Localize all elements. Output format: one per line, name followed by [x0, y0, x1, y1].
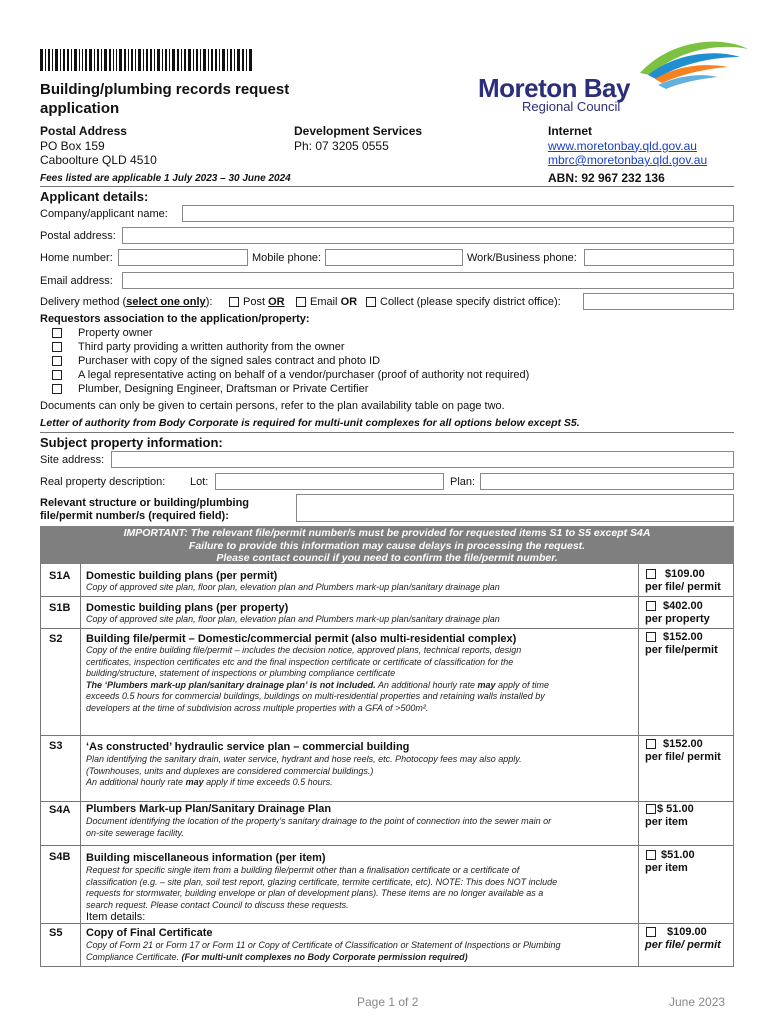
item-price-unit: per property: [645, 613, 710, 625]
item-desc-text: Compliance Certificate.: [86, 951, 182, 962]
item-title: Domestic building plans (per permit): [86, 570, 278, 582]
dev-services-block: [294, 124, 422, 153]
item-price-amount: $402.00: [663, 600, 703, 612]
internet-heading: Internet: [548, 124, 593, 138]
table-row-divider: [40, 735, 734, 736]
requestor-option-1: Third party providing a written authority from the owner: [78, 341, 345, 353]
table-row-divider: [40, 596, 734, 597]
table-row-divider: [40, 628, 734, 629]
email-link[interactable]: mbrc@moretonbay.qld.gov.au: [548, 153, 708, 167]
post-label: Post: [243, 296, 266, 308]
important-banner: [40, 526, 734, 564]
council-logo: [470, 35, 755, 115]
item-desc: [86, 614, 634, 626]
item-desc-bold: (For multi-unit complexes no Body Corporate permission required): [181, 951, 468, 962]
logo-sub-text: Regional Council: [522, 99, 621, 114]
item-desc-line: Copy of the entire building file/permit – includes the decision notice, approved plans, technical reports, design: [86, 645, 522, 655]
item-price: [645, 803, 694, 829]
company-label: Company/applicant name:: [40, 208, 168, 220]
requestor-option-2: Purchaser with copy of the signed sales contract and photo ID: [78, 355, 381, 367]
requestor-checkbox-2[interactable]: [52, 356, 62, 366]
item-code: S5: [49, 927, 63, 939]
postal-line-2: Caboolture QLD 4510: [40, 153, 157, 167]
table-col-divider: [733, 564, 734, 966]
item-title: Building miscellaneous information (per item): [86, 852, 326, 864]
footer-date: June 2023: [669, 995, 726, 1009]
page-title: [40, 80, 289, 118]
item-price-unit: per file/permit: [645, 644, 718, 656]
item-desc-bold: The ‘Plumbers mark-up plan/sanitary drainage plan’ is not included.: [86, 679, 376, 690]
item-desc-line: Copy of approved site plan, floor plan, elevation plan and Plumbers mark-up plan/sanitary drainage plan: [86, 582, 500, 592]
rpd-label: Real property description:: [40, 476, 166, 488]
item-desc: [86, 754, 634, 789]
item-desc-line: Copy of approved site plan, floor plan, elevation plan and Plumbers mark-up plan/sanitary drainage plan: [86, 614, 500, 624]
requestors-heading: Requestors association to the application/property:: [40, 313, 310, 325]
table-col-divider: [80, 564, 81, 966]
item-desc-line: requests for stormwater, building envelope or plan of development plans). These items are no longer available as a: [86, 888, 544, 898]
dev-heading: Development Services: [294, 124, 423, 138]
item-desc-line: (Townhouses, units and duplexes are considered commercial buildings.): [86, 765, 374, 776]
logo-main-text: Moreton Bay: [478, 73, 630, 103]
email-input[interactable]: [122, 272, 734, 289]
work-phone-input[interactable]: [584, 249, 734, 266]
email-option: [310, 296, 357, 308]
site-address-input[interactable]: [111, 451, 734, 468]
delivery-select-text: select one only: [126, 296, 206, 308]
title-line-1: Building/plumbing records request: [40, 81, 290, 98]
item-details-label: Item details:: [86, 911, 146, 923]
item-desc-text: An additional hourly rate: [375, 679, 478, 690]
item-price: [645, 568, 721, 594]
or-2: OR: [340, 296, 358, 308]
email-checkbox[interactable]: [296, 297, 306, 307]
relevant-line-1: Relevant structure or building/plumbing: [40, 497, 250, 509]
item-price-amount: $152.00: [663, 738, 703, 750]
body-corp-note: Letter of authority from Body Corporate is required for multi-unit complexes for all options below except S5.: [40, 417, 580, 429]
relevant-label: [40, 497, 249, 523]
site-label: Site address:: [40, 454, 105, 466]
item-desc: [86, 816, 634, 839]
item-desc-line: Document identifying the location of the property’s sanitary drainage to the point of connection into the sewer main or: [86, 816, 552, 826]
item-desc-may: may: [477, 679, 496, 690]
item-price-unit: per file/ permit: [645, 751, 721, 763]
email-label: Email address:: [40, 275, 113, 287]
item-desc: [86, 865, 634, 911]
item-price-unit: per item: [645, 816, 688, 828]
collect-checkbox[interactable]: [366, 297, 376, 307]
subject-heading: Subject property information:: [40, 435, 223, 450]
item-title: Building file/permit – Domestic/commercial permit (also multi-residential complex): [86, 633, 517, 645]
documents-note: Documents can only be given to certain persons, refer to the plan availability table on page two.: [40, 400, 505, 412]
home-label: Home number:: [40, 252, 113, 264]
item-code: S1B: [49, 602, 71, 614]
item-desc: [86, 645, 634, 714]
item-code: S4A: [49, 804, 71, 816]
postal-address-block: [40, 124, 157, 168]
mobile-label: Mobile phone:: [252, 252, 322, 264]
table-col-divider: [638, 564, 639, 966]
barcode: [40, 49, 340, 73]
item-desc-line: Copy of Form 21 or Form 17 or Form 11 or Copy of Certificate of Classification or Statement of Inspections or Plumbing: [86, 940, 561, 950]
plan-label: Plan:: [450, 476, 476, 488]
internet-block: [548, 124, 707, 168]
page-number: Page 1 of 2: [357, 995, 419, 1009]
item-title: Plumbers Mark-up Plan/Sanitary Drainage Plan: [86, 803, 332, 815]
postal-label: Postal address:: [40, 230, 116, 242]
dev-phone: Ph: 07 3205 0555: [294, 138, 389, 153]
lot-input[interactable]: [215, 473, 444, 490]
item-price-amount: $ 51.00: [657, 803, 694, 815]
or-1: OR: [268, 296, 285, 308]
item-code: S4B: [49, 851, 71, 863]
item-price: [645, 600, 710, 626]
table-row-divider: [40, 845, 734, 846]
item-desc: [86, 582, 634, 594]
item-price: [645, 849, 695, 875]
item-price-amount: $109.00: [665, 568, 705, 580]
item-desc: [86, 940, 634, 963]
applicant-heading: Applicant details:: [40, 189, 149, 204]
divider: [40, 186, 734, 187]
item-price-amount: $152.00: [663, 631, 703, 643]
item-code: S3: [49, 740, 63, 752]
post-option: [243, 296, 285, 308]
delivery-prefix: Delivery method (: [40, 296, 127, 308]
table-row-divider: [40, 923, 734, 924]
item-price: [645, 926, 721, 952]
item-price-unit: per file/ permit: [645, 581, 721, 593]
home-number-input[interactable]: [118, 249, 248, 266]
requestor-option-3: A legal representative acting on behalf of a vendor/purchaser (proof of authority not required): [78, 369, 530, 381]
item-desc-line: building/structure, statement of inspections or plumbing compliance certificate: [86, 668, 396, 678]
requestor-option-4: Plumber, Designing Engineer, Draftsman or Private Certifier: [78, 383, 369, 395]
requestor-checkbox-1[interactable]: [52, 342, 62, 352]
item-desc-line: Request for specific single item from a building file/permit other than a finalisation certificate or a certificate of: [86, 865, 520, 875]
item-price-unit: per item: [645, 862, 688, 874]
item-desc-line: classification (e.g. – site plan, soil test report, glazing certificate, termite certificate, etc). NOTE: This does NOT include: [86, 876, 558, 887]
mobile-phone-input[interactable]: [325, 249, 463, 266]
requestor-checkbox-4[interactable]: [52, 384, 62, 394]
item-desc-line: on-site sewerage facility.: [86, 827, 184, 838]
banner-line-2: Failure to provide this information may cause delays in processing the request.: [188, 539, 586, 552]
permit-number-input[interactable]: [296, 494, 734, 522]
item-price-unit: per file/ permit: [645, 939, 721, 951]
lot-label: Lot:: [190, 476, 209, 488]
collect-label: Collect (please specify district office):: [380, 296, 561, 308]
post-checkbox[interactable]: [229, 297, 239, 307]
item-desc-line: exceeds 0.5 hours for commercial buildings, buildings on multi-residential properties and retaining walls installed by: [86, 691, 545, 701]
item-desc-line: Plan identifying the sanitary drain, water service, hydrant and hose reels, etc. Photocopy fees may also apply.: [86, 754, 522, 764]
item-price: [645, 738, 721, 764]
item-title: Domestic building plans (per property): [86, 602, 289, 614]
item-desc-may: may: [185, 777, 204, 787]
item-desc-text: apply if time exceeds 0.5 hours.: [203, 777, 333, 787]
postal-line-1: PO Box 159: [40, 138, 105, 153]
delivery-method-label: [40, 296, 212, 308]
item-desc-line: search request. Please contact Council to discuss these requests.: [86, 899, 349, 910]
relevant-line-2: file/permit number/s (required field):: [40, 510, 229, 522]
divider-2: [40, 432, 734, 433]
title-line-2: application: [40, 100, 120, 117]
item-desc-line: certificates, inspection certificates etc and the final inspection certificate or certificate of classification for the: [86, 656, 514, 667]
banner-line-3: Please contact council if you need to confirm the file/permit number.: [216, 552, 558, 564]
requestor-checkbox-0[interactable]: [52, 328, 62, 338]
requestor-checkbox-3[interactable]: [52, 370, 62, 380]
fees-note: Fees listed are applicable 1 July 2023 – 30 June 2024: [40, 173, 291, 184]
work-label: Work/Business phone:: [467, 252, 577, 264]
item-desc-text: apply of time: [495, 679, 550, 690]
website-link[interactable]: www.moretonbay.qld.gov.au: [548, 138, 697, 153]
email-option-label: Email: [310, 296, 338, 308]
plan-input[interactable]: [480, 473, 734, 490]
item-title: ‘As constructed’ hydraulic service plan – commercial building: [86, 741, 410, 753]
requestor-option-0: Property owner: [78, 327, 153, 339]
item-price: [645, 631, 718, 657]
delivery-suffix: ):: [205, 296, 213, 308]
item-code: S1A: [49, 570, 71, 582]
item-desc-text: An additional hourly rate: [86, 777, 186, 787]
item-price-amount: $109.00: [667, 926, 707, 938]
postal-heading: Postal Address: [40, 124, 127, 138]
item-price-amount: $51.00: [661, 849, 695, 861]
table-row-divider: [40, 966, 734, 967]
collect-office-input[interactable]: [583, 293, 734, 310]
item-code: S2: [49, 633, 63, 645]
abn: ABN: 92 967 232 136: [548, 171, 665, 185]
company-input[interactable]: [182, 205, 734, 222]
banner-line-1: IMPORTANT: The relevant file/permit number/s must be provided for requested items S1 to S5 except S4A: [123, 527, 651, 539]
item-desc-line: developers at the time of subdivision across multiple properties with a GFA of >500m².: [86, 702, 429, 713]
table-row-divider: [40, 801, 734, 802]
postal-address-input[interactable]: [122, 227, 734, 244]
table-col-divider: [40, 564, 41, 966]
item-title: Copy of Final Certificate: [86, 927, 213, 939]
